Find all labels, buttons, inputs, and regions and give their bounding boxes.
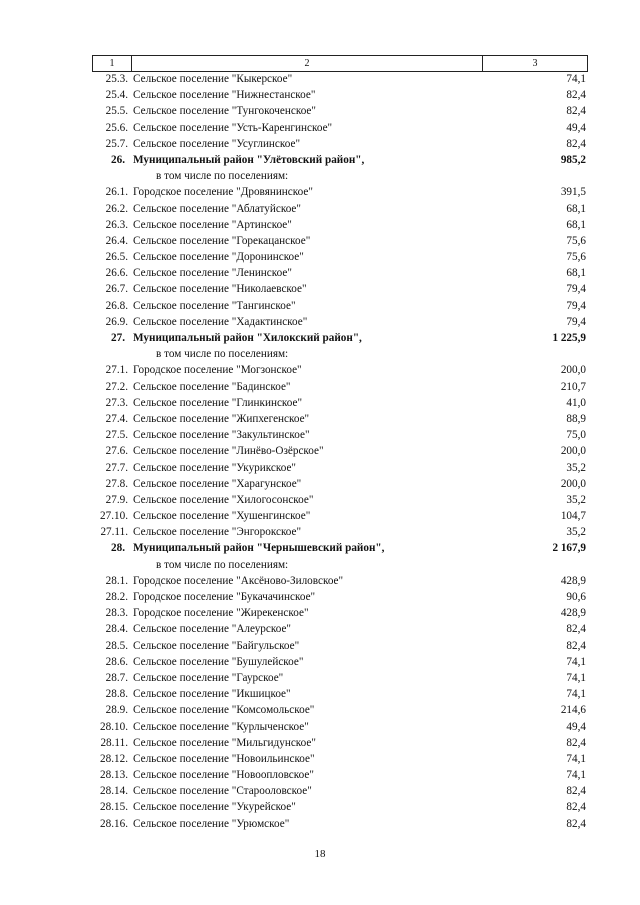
row-number: 28.5.	[105, 639, 128, 652]
row-number: 26.3.	[105, 218, 128, 231]
settlement-row	[92, 281, 586, 297]
row-number: 28.16.	[100, 817, 128, 830]
settlement-row	[92, 249, 586, 265]
settlement-row	[92, 217, 586, 233]
subheading-row	[92, 557, 586, 573]
row-name: Сельское поселение "Жипхегенское"	[133, 412, 310, 425]
row-name: Сельское поселение "Хадактинское"	[133, 315, 308, 328]
row-name: Сельское поселение "Старооловское"	[133, 785, 312, 798]
header-col-number: 1	[93, 56, 132, 71]
settlement-row	[92, 476, 586, 492]
settlement-row	[92, 638, 586, 654]
row-name: Сельское поселение "Байгульское"	[133, 639, 300, 652]
row-number: 26.1.	[105, 186, 128, 199]
row-number: 28.10.	[100, 720, 128, 733]
header-col-name: 2	[132, 56, 483, 71]
row-name: Сельское поселение "Гаурское"	[133, 671, 284, 684]
settlement-row	[92, 103, 586, 119]
row-value	[496, 346, 586, 362]
settlement-row	[92, 492, 586, 508]
row-number: 25.5.	[105, 105, 128, 118]
row-value: 74,1	[566, 769, 586, 782]
row-number: 26.9.	[105, 315, 128, 328]
row-number: 26.8.	[105, 299, 128, 312]
row-value: 79,4	[566, 283, 586, 296]
row-value: 82,4	[566, 785, 586, 798]
settlement-row	[92, 524, 586, 540]
settlement-row	[92, 751, 586, 767]
row-value: 82,4	[566, 623, 586, 636]
row-number: 28.12.	[100, 752, 128, 765]
table-body	[92, 71, 586, 832]
row-number: 28.2.	[105, 591, 128, 603]
row-value: 82,4	[566, 817, 586, 830]
settlement-row	[92, 719, 586, 735]
row-value: 75,6	[566, 234, 586, 247]
row-number	[92, 346, 130, 362]
row-name: Муниципальный район "Улётовский район",	[133, 153, 365, 166]
row-number: 28.9.	[105, 704, 128, 717]
district-row	[92, 152, 586, 168]
row-value: 35,2	[566, 526, 586, 539]
row-value: 75,0	[566, 429, 586, 442]
settlement-row	[92, 184, 586, 200]
row-name: Сельское поселение "Линёво-Озёрское"	[133, 445, 324, 458]
row-value: 75,6	[566, 251, 586, 264]
row-name: Сельское поселение "Глинкинское"	[133, 396, 303, 409]
settlement-row	[92, 702, 586, 718]
settlement-row	[92, 120, 586, 136]
settlement-row	[92, 71, 586, 87]
row-value: 68,1	[566, 218, 586, 231]
row-number: 26.4.	[105, 234, 128, 247]
row-number: 26.	[111, 153, 125, 166]
row-value: 82,4	[566, 89, 586, 102]
row-number: 27.11.	[100, 526, 128, 539]
settlement-row	[92, 136, 586, 152]
row-number: 27.10.	[100, 510, 128, 523]
row-name: Сельское поселение "Мильгидунское"	[133, 736, 316, 749]
settlement-row	[92, 265, 586, 281]
row-name: Сельское поселение "Усть-Каренгинское"	[133, 121, 333, 134]
row-number: 28.13.	[100, 769, 128, 782]
row-number: 28.14.	[100, 785, 128, 798]
row-number	[92, 557, 130, 573]
row-number: 26.2.	[105, 202, 128, 215]
settlement-row	[92, 783, 586, 799]
subheading-row	[92, 346, 586, 362]
settlement-row	[92, 735, 586, 751]
row-value: 74,1	[566, 752, 586, 765]
row-value: 35,2	[566, 493, 586, 506]
row-number: 28.	[111, 542, 125, 555]
row-number: 28.3.	[105, 607, 128, 620]
row-value: 90,6	[566, 591, 586, 603]
settlement-row	[92, 395, 586, 411]
row-name: Сельское поселение "Горекацанское"	[133, 234, 311, 247]
row-value: 391,5	[560, 186, 586, 199]
row-name: Сельское поселение "Икшицкое"	[133, 688, 291, 701]
row-name: в том числе по поселениям:	[156, 170, 289, 183]
row-name: Сельское поселение "Алеурское"	[133, 623, 291, 636]
row-value: 428,9	[560, 607, 586, 620]
district-row	[92, 540, 586, 556]
row-value: 79,4	[566, 315, 586, 328]
row-value: 68,1	[566, 202, 586, 215]
row-value: 68,1	[566, 267, 586, 280]
settlement-row	[92, 411, 586, 427]
row-number: 27.6.	[105, 445, 128, 458]
row-number: 25.7.	[105, 137, 128, 150]
settlement-row	[92, 670, 586, 686]
row-number: 28.1.	[105, 574, 128, 587]
row-number	[92, 168, 130, 184]
table-header-row	[93, 56, 587, 72]
row-value: 82,4	[566, 137, 586, 150]
row-value: 35,2	[566, 461, 586, 474]
row-number: 27.1.	[105, 364, 128, 377]
row-number: 27.4.	[105, 412, 128, 425]
row-value: 985,2	[560, 153, 586, 166]
page-number: 18	[314, 848, 326, 860]
row-number: 27.7.	[105, 461, 128, 474]
row-name: Сельское поселение "Аблатуйское"	[133, 202, 301, 215]
settlement-row	[92, 233, 586, 249]
settlement-row	[92, 427, 586, 443]
row-name: Сельское поселение "Новоильинское"	[133, 752, 315, 765]
row-name: в том числе по поселениям:	[156, 558, 289, 571]
settlement-row	[92, 816, 586, 832]
subheading-row	[92, 168, 586, 184]
row-value: 74,1	[566, 73, 586, 85]
row-number: 26.7.	[105, 283, 128, 296]
row-value: 88,9	[566, 412, 586, 425]
settlement-row	[92, 686, 586, 702]
row-name: Сельское поселение "Доронинское"	[133, 251, 304, 264]
settlement-row	[92, 621, 586, 637]
row-value: 428,9	[560, 574, 586, 587]
row-name: Сельское поселение "Укурикское"	[133, 461, 296, 474]
row-value	[496, 168, 586, 184]
row-value: 200,0	[560, 364, 586, 377]
row-number: 27.3.	[105, 396, 128, 409]
row-number: 25.6.	[105, 121, 128, 134]
row-value: 49,4	[566, 720, 586, 733]
row-value: 79,4	[566, 299, 586, 312]
settlement-row	[92, 201, 586, 217]
settlement-row	[92, 460, 586, 476]
header-col-value: 3	[532, 58, 538, 69]
row-name: Сельское поселение "Хушенгинское"	[133, 510, 311, 523]
row-value: 41,0	[566, 396, 586, 409]
row-value: 49,4	[566, 121, 586, 134]
settlement-row	[92, 379, 586, 395]
row-name: Городское поселение "Аксёново-Зиловское"	[133, 574, 344, 587]
row-name: Сельское поселение "Укурейское"	[133, 801, 296, 814]
row-number: 28.7.	[105, 671, 128, 684]
row-number: 25.3.	[105, 73, 128, 85]
settlement-row	[92, 362, 586, 378]
row-name: Сельское поселение "Тунгокоченское"	[133, 105, 316, 118]
settlement-row	[92, 589, 586, 605]
row-number: 28.11.	[100, 736, 128, 749]
row-name: Сельское поселение "Тангинское"	[133, 299, 296, 312]
row-number: 27.8.	[105, 477, 128, 490]
row-number: 28.4.	[105, 623, 128, 636]
row-name: Сельское поселение "Харагунское"	[133, 477, 302, 490]
row-value: 104,7	[560, 510, 586, 523]
row-number: 27.2.	[105, 380, 128, 393]
row-value: 2 167,9	[552, 542, 586, 555]
row-value: 214,6	[560, 704, 586, 717]
settlement-row	[92, 799, 586, 815]
row-name: Муниципальный район "Чернышевский район",	[133, 542, 385, 555]
row-name: Сельское поселение "Усуглинское"	[133, 137, 301, 150]
row-value: 82,4	[566, 736, 586, 749]
settlement-row	[92, 654, 586, 670]
row-value: 74,1	[566, 655, 586, 668]
row-value: 74,1	[566, 688, 586, 701]
row-name: Сельское поселение "Закультинское"	[133, 429, 310, 442]
row-name: Сельское поселение "Бушулейское"	[133, 655, 304, 668]
row-name: Сельское поселение "Бадинское"	[133, 380, 291, 393]
row-number: 25.4.	[105, 89, 128, 102]
row-value: 74,1	[566, 671, 586, 684]
row-name: Сельское поселение "Комсомольское"	[133, 704, 315, 717]
settlement-row	[92, 443, 586, 459]
row-name: Городское поселение "Жирекенское"	[133, 607, 309, 620]
district-row	[92, 330, 586, 346]
row-number: 28.8.	[105, 688, 128, 701]
row-name: Сельское поселение "Новоопловское"	[133, 769, 314, 782]
row-value: 210,7	[560, 380, 586, 393]
row-value: 82,4	[566, 639, 586, 652]
settlement-row	[92, 314, 586, 330]
row-value: 82,4	[566, 801, 586, 814]
row-name: Сельское поселение "Кыкерское"	[133, 73, 293, 85]
row-number: 28.6.	[105, 655, 128, 668]
row-value: 82,4	[566, 105, 586, 118]
table-header-frame	[92, 55, 588, 72]
row-name: Сельское поселение "Ленинское"	[133, 267, 292, 280]
settlement-row	[92, 508, 586, 524]
row-number: 27.	[111, 332, 125, 344]
settlement-row	[92, 767, 586, 783]
row-value	[496, 557, 586, 573]
row-name: Сельское поселение "Нижнестанское"	[133, 89, 316, 102]
row-name: Сельское поселение "Энгорокское"	[133, 526, 302, 539]
row-name: Городское поселение "Могзонское"	[133, 364, 302, 377]
row-number: 28.15.	[100, 801, 128, 814]
row-value: 1 225,9	[552, 332, 586, 344]
row-number: 27.5.	[105, 429, 128, 442]
row-name: Сельское поселение "Курлыченское"	[133, 720, 309, 733]
row-name: Сельское поселение "Хилогосонское"	[133, 493, 314, 506]
row-number: 26.5.	[105, 251, 128, 264]
row-name: Городское поселение "Букачачинское"	[133, 591, 316, 603]
settlement-row	[92, 605, 586, 621]
row-name: Сельское поселение "Николаевское"	[133, 283, 307, 296]
row-name: Сельское поселение "Артинское"	[133, 218, 292, 231]
row-name: Городское поселение "Дровянинское"	[133, 186, 313, 199]
row-name: Сельское поселение "Урюмское"	[133, 817, 290, 830]
row-number: 26.6.	[105, 267, 128, 280]
settlement-row	[92, 573, 586, 589]
row-name: в том числе по поселениям:	[156, 348, 289, 361]
row-value: 200,0	[560, 445, 586, 458]
settlement-row	[92, 87, 586, 103]
row-value: 200,0	[560, 477, 586, 490]
row-number: 27.9.	[105, 493, 128, 506]
row-name: Муниципальный район "Хилокский район",	[133, 332, 362, 344]
settlement-row	[92, 298, 586, 314]
